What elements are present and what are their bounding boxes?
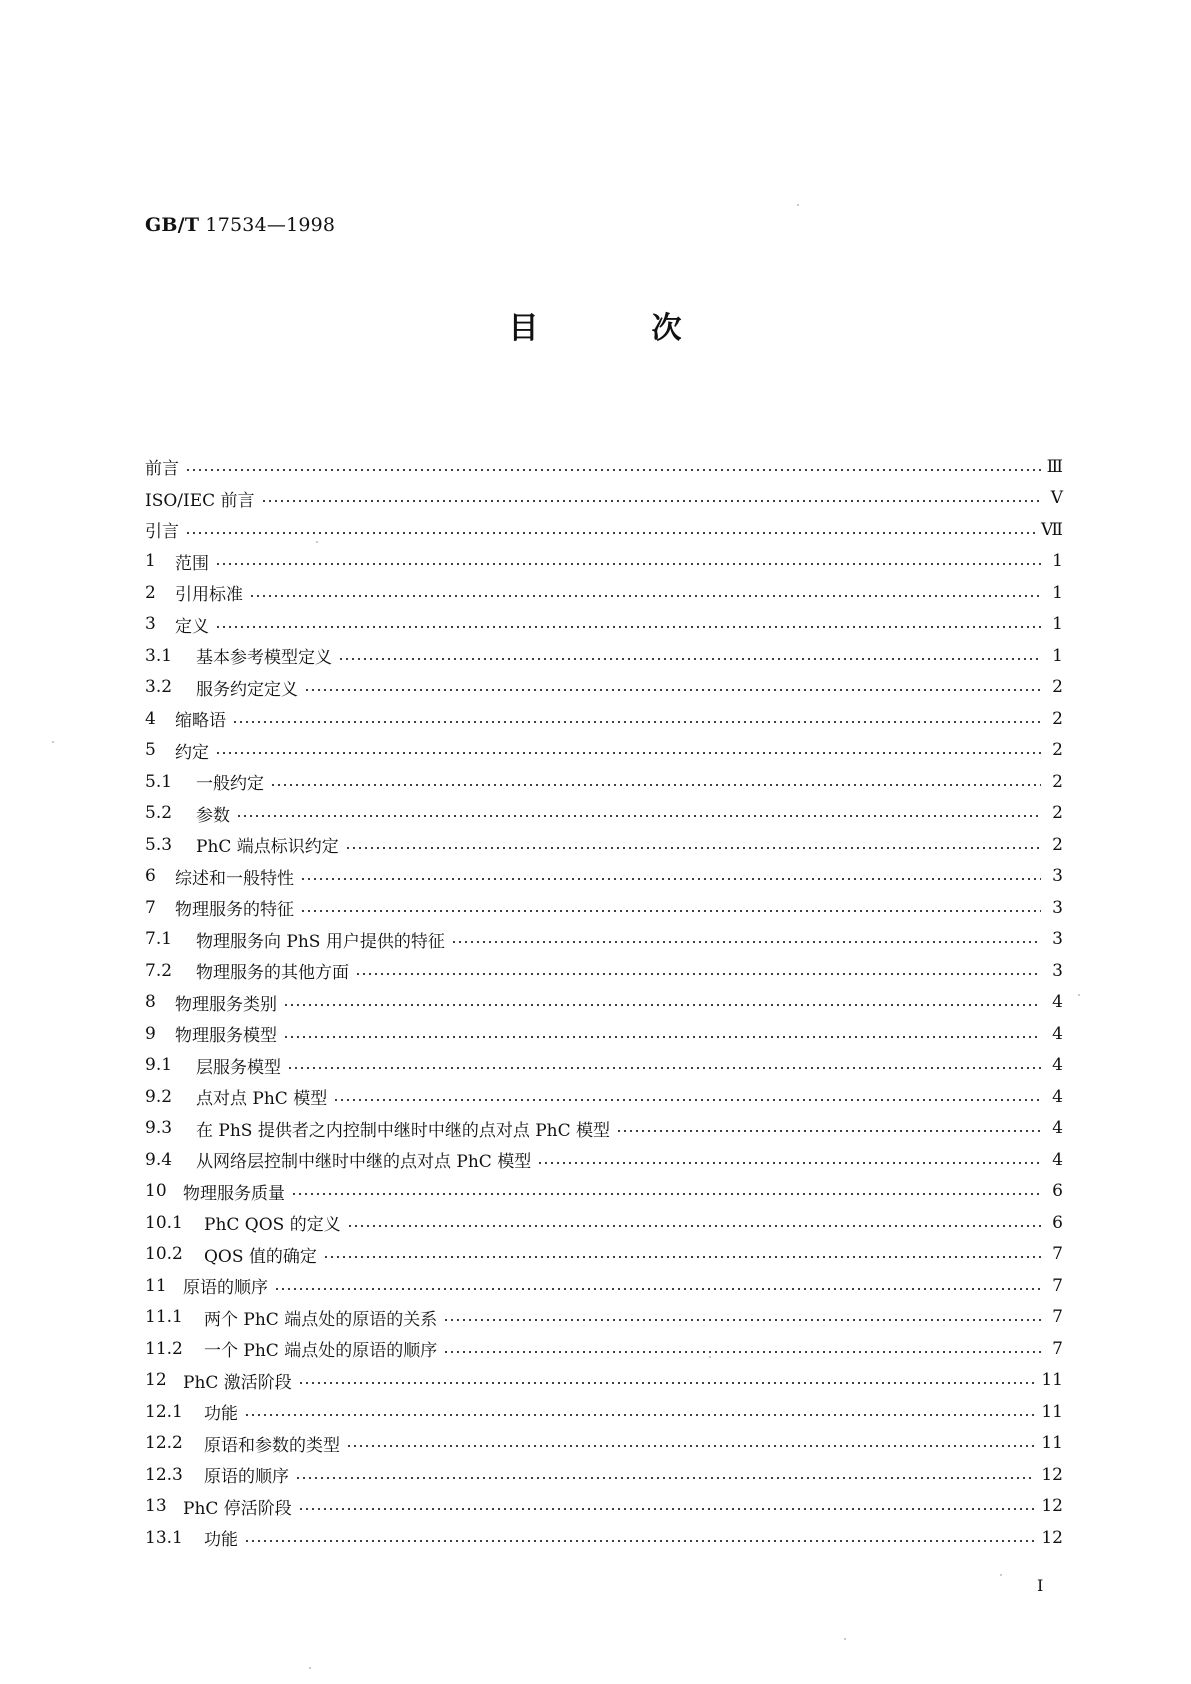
toc-leader-dots	[236, 815, 1041, 817]
toc-entry	[145, 1302, 1063, 1334]
toc-entry-title: 物理服务向 PhS 用户提供的特征	[196, 931, 445, 952]
toc-entry-number: 12.1	[145, 1401, 183, 1422]
toc-entry-title: 从网络层控制中继时中继的点对点 PhC 模型	[196, 1152, 532, 1173]
toc-entry	[145, 1396, 1063, 1428]
standard-prefix: GB/T	[145, 214, 200, 236]
toc-leader-dots	[215, 752, 1041, 754]
toc-entry	[145, 798, 1063, 830]
toc-entry-title: 物理服务质量	[183, 1183, 285, 1204]
toc-entry-number: 3.1	[145, 645, 173, 666]
toc-entry-title: 功能	[204, 1530, 238, 1551]
toc-entry-title: 参数	[196, 805, 230, 826]
toc-entry	[145, 451, 1063, 483]
toc-entry-page: 2	[1052, 803, 1063, 824]
toc-leader-dots	[298, 1508, 1036, 1510]
toc-leader-dots	[261, 500, 1041, 502]
toc-entry-number: 7.1	[145, 929, 173, 950]
toc-leader-dots	[270, 784, 1041, 786]
toc-leader-dots	[298, 1382, 1036, 1384]
toc-entry-title: 一个 PhC 端点处的原语的顺序	[204, 1341, 438, 1362]
toc-entry-number: 12	[145, 1370, 167, 1391]
standard-code	[145, 214, 335, 236]
toc-entry-number: 11	[145, 1275, 167, 1296]
toc-entry-number: 2	[145, 582, 156, 603]
toc-entry	[145, 1207, 1063, 1239]
toc-entry-title: 物理服务类别	[175, 994, 277, 1015]
toc-entry-page: Ⅲ	[1046, 456, 1063, 477]
toc-entry-page: 4	[1052, 1023, 1063, 1044]
toc-leader-dots	[185, 532, 1035, 534]
toc-entry-title: PhC 激活阶段	[183, 1372, 292, 1393]
toc-entry-number: 12.3	[145, 1464, 183, 1485]
toc-leader-dots	[451, 941, 1041, 943]
toc-entry-page: V	[1050, 488, 1063, 509]
toc-entry-page: 6	[1052, 1212, 1063, 1233]
toc-entry-title: 基本参考模型定义	[196, 648, 332, 669]
toc-entry-title: 引言	[145, 522, 179, 543]
toc-entry-page: 4	[1052, 1118, 1063, 1139]
toc-entry-title: 在 PhS 提供者之内控制中继时中继的点对点 PhC 模型	[196, 1120, 611, 1141]
toc-entry	[145, 1113, 1063, 1145]
toc-entry-page: 7	[1052, 1244, 1063, 1265]
toc-entry-title: 综述和一般特性	[175, 868, 294, 889]
toc-entry	[145, 1428, 1063, 1460]
toc-entry	[145, 892, 1063, 924]
toc-leader-dots	[347, 1225, 1041, 1227]
toc-entry-page: 2	[1052, 708, 1063, 729]
toc-entry-title: 前言	[145, 459, 179, 480]
toc-entry	[145, 577, 1063, 609]
toc-leader-dots	[244, 1540, 1035, 1542]
toc-entry-page: 2	[1052, 677, 1063, 698]
toc-entry-page: 4	[1052, 1055, 1063, 1076]
scan-speck	[844, 1638, 846, 1640]
page-title	[0, 303, 1191, 347]
toc-entry-number: 8	[145, 992, 156, 1013]
toc-entry-number: 5	[145, 740, 156, 761]
toc-entry-title: PhC QOS 的定义	[204, 1215, 341, 1236]
toc-entry-title: 一般约定	[196, 774, 264, 795]
toc-entry-number: 13.1	[145, 1527, 183, 1548]
toc-entry-page: 1	[1052, 582, 1063, 603]
toc-entry-title: PhC 停活阶段	[183, 1498, 292, 1519]
toc-entry	[145, 1365, 1063, 1397]
toc-entry	[145, 955, 1063, 987]
toc-entry	[145, 829, 1063, 861]
toc-leader-dots	[249, 595, 1041, 597]
page-number: I	[1037, 1576, 1044, 1595]
toc-entry-title: 原语的顺序	[183, 1278, 268, 1299]
toc-entry-title: 物理服务模型	[175, 1026, 277, 1047]
toc-leader-dots	[283, 1004, 1041, 1006]
table-of-contents	[145, 451, 1063, 1554]
toc-entry-title: QOS 值的确定	[204, 1246, 317, 1267]
toc-entry	[145, 640, 1063, 672]
toc-leader-dots	[443, 1319, 1041, 1321]
toc-entry-number: 3.2	[145, 677, 173, 698]
toc-entry	[145, 1144, 1063, 1176]
scan-speck	[1000, 1574, 1002, 1576]
toc-leader-dots	[333, 1099, 1041, 1101]
toc-entry-title: 服务约定定义	[196, 679, 298, 700]
toc-entry-title: 定义	[175, 616, 209, 637]
toc-entry-number: 9.3	[145, 1118, 173, 1139]
toc-leader-dots	[346, 1445, 1035, 1447]
toc-entry-page: 12	[1041, 1527, 1063, 1548]
toc-entry-number: 5.2	[145, 803, 173, 824]
toc-entry-number: 4	[145, 708, 156, 729]
scan-speck	[797, 204, 799, 206]
scan-speck	[1078, 994, 1080, 996]
toc-entry-page: 11	[1041, 1433, 1063, 1454]
toc-entry	[145, 1018, 1063, 1050]
toc-leader-dots	[338, 658, 1041, 660]
toc-entry	[145, 514, 1063, 546]
toc-leader-dots	[244, 1414, 1035, 1416]
toc-entry-page: 3	[1052, 897, 1063, 918]
toc-entry	[145, 546, 1063, 578]
toc-entry-page: 1	[1052, 645, 1063, 666]
toc-entry-page: 12	[1041, 1496, 1063, 1517]
toc-entry-page: 3	[1052, 960, 1063, 981]
toc-entry	[145, 1239, 1063, 1271]
toc-entry-number: 12.2	[145, 1433, 183, 1454]
toc-entry-title: ISO/IEC 前言	[145, 490, 255, 511]
toc-entry-number: 13	[145, 1496, 167, 1517]
toc-entry-title: 原语的顺序	[204, 1467, 289, 1488]
toc-entry-number: 11.2	[145, 1338, 183, 1359]
toc-entry-number: 9.4	[145, 1149, 173, 1170]
toc-leader-dots	[232, 721, 1041, 723]
toc-entry-page: 2	[1052, 740, 1063, 761]
toc-leader-dots	[345, 847, 1041, 849]
toc-entry-number: 5.1	[145, 771, 173, 792]
toc-entry	[145, 1522, 1063, 1554]
toc-entry	[145, 924, 1063, 956]
toc-entry-title: 两个 PhC 端点处的原语的关系	[204, 1309, 438, 1330]
toc-leader-dots	[291, 1193, 1041, 1195]
toc-leader-dots	[215, 626, 1041, 628]
toc-entry	[145, 1176, 1063, 1208]
toc-entry-title: 功能	[204, 1404, 238, 1425]
toc-entry	[145, 861, 1063, 893]
toc-entry-page: 4	[1052, 1149, 1063, 1170]
toc-entry-page: 1	[1052, 551, 1063, 572]
toc-entry	[145, 672, 1063, 704]
toc-entry-number: 9	[145, 1023, 156, 1044]
toc-entry-title: 物理服务的其他方面	[196, 963, 349, 984]
toc-entry	[145, 1333, 1063, 1365]
toc-leader-dots	[304, 689, 1041, 691]
toc-entry	[145, 987, 1063, 1019]
toc-entry-page: 2	[1052, 834, 1063, 855]
toc-entry-number: 1	[145, 551, 156, 572]
toc-entry-page: 2	[1052, 771, 1063, 792]
toc-entry-title: 物理服务的特征	[175, 900, 294, 921]
toc-entry-page: 3	[1052, 866, 1063, 887]
toc-entry-number: 5.3	[145, 834, 173, 855]
toc-entry-title: 约定	[175, 742, 209, 763]
toc-entry-title: PhC 端点标识约定	[196, 837, 339, 858]
toc-entry-number: 9.2	[145, 1086, 173, 1107]
toc-leader-dots	[616, 1130, 1041, 1132]
toc-entry-page: 7	[1052, 1275, 1063, 1296]
toc-entry-page: 11	[1041, 1370, 1063, 1391]
title-char-2: 次	[651, 311, 683, 346]
toc-leader-dots	[323, 1256, 1041, 1258]
toc-entry-page: 4	[1052, 992, 1063, 1013]
toc-entry-title: 原语和参数的类型	[204, 1435, 340, 1456]
standard-number: 17534—1998	[205, 214, 336, 236]
toc-entry	[145, 483, 1063, 515]
toc-entry-title: 缩略语	[175, 711, 226, 732]
toc-entry-title: 层服务模型	[196, 1057, 281, 1078]
toc-entry-page: 11	[1041, 1401, 1063, 1422]
toc-entry-page: 4	[1052, 1086, 1063, 1107]
scan-speck	[309, 1667, 311, 1669]
toc-entry-title: 引用标准	[175, 585, 243, 606]
toc-entry-number: 10	[145, 1181, 167, 1202]
toc-leader-dots	[295, 1477, 1035, 1479]
toc-leader-dots	[287, 1067, 1041, 1069]
toc-entry-number: 3	[145, 614, 156, 635]
toc-entry	[145, 609, 1063, 641]
toc-entry-number: 7	[145, 897, 156, 918]
toc-leader-dots	[300, 910, 1041, 912]
toc-leader-dots	[443, 1351, 1041, 1353]
toc-entry-number: 11.1	[145, 1307, 183, 1328]
toc-entry-page: 6	[1052, 1181, 1063, 1202]
toc-entry-page: 7	[1052, 1307, 1063, 1328]
toc-entry	[145, 735, 1063, 767]
toc-entry	[145, 703, 1063, 735]
toc-leader-dots	[185, 469, 1041, 471]
scan-speck	[316, 541, 318, 543]
scan-speck	[709, 1356, 711, 1358]
toc-entry-page: 7	[1052, 1338, 1063, 1359]
toc-entry	[145, 1081, 1063, 1113]
toc-entry-page: 1	[1052, 614, 1063, 635]
toc-leader-dots	[215, 563, 1041, 565]
toc-entry	[145, 1050, 1063, 1082]
toc-leader-dots	[283, 1036, 1041, 1038]
toc-entry-number: 10.1	[145, 1212, 183, 1233]
title-char-1: 目	[508, 311, 540, 346]
toc-entry-title: 范围	[175, 553, 209, 574]
toc-leader-dots	[355, 973, 1041, 975]
toc-entry-page: Ⅶ	[1041, 519, 1063, 540]
toc-entry	[145, 766, 1063, 798]
toc-leader-dots	[274, 1288, 1041, 1290]
toc-entry-page: 12	[1041, 1464, 1063, 1485]
toc-leader-dots	[537, 1162, 1041, 1164]
toc-entry	[145, 1459, 1063, 1491]
toc-entry-number: 10.2	[145, 1244, 183, 1265]
toc-entry-title: 点对点 PhC 模型	[196, 1089, 328, 1110]
toc-entry-page: 3	[1052, 929, 1063, 950]
toc-entry-number: 6	[145, 866, 156, 887]
scan-speck	[52, 741, 54, 743]
toc-entry-number: 9.1	[145, 1055, 173, 1076]
toc-entry	[145, 1270, 1063, 1302]
toc-leader-dots	[300, 878, 1041, 880]
toc-entry	[145, 1491, 1063, 1523]
toc-entry-number: 7.2	[145, 960, 173, 981]
